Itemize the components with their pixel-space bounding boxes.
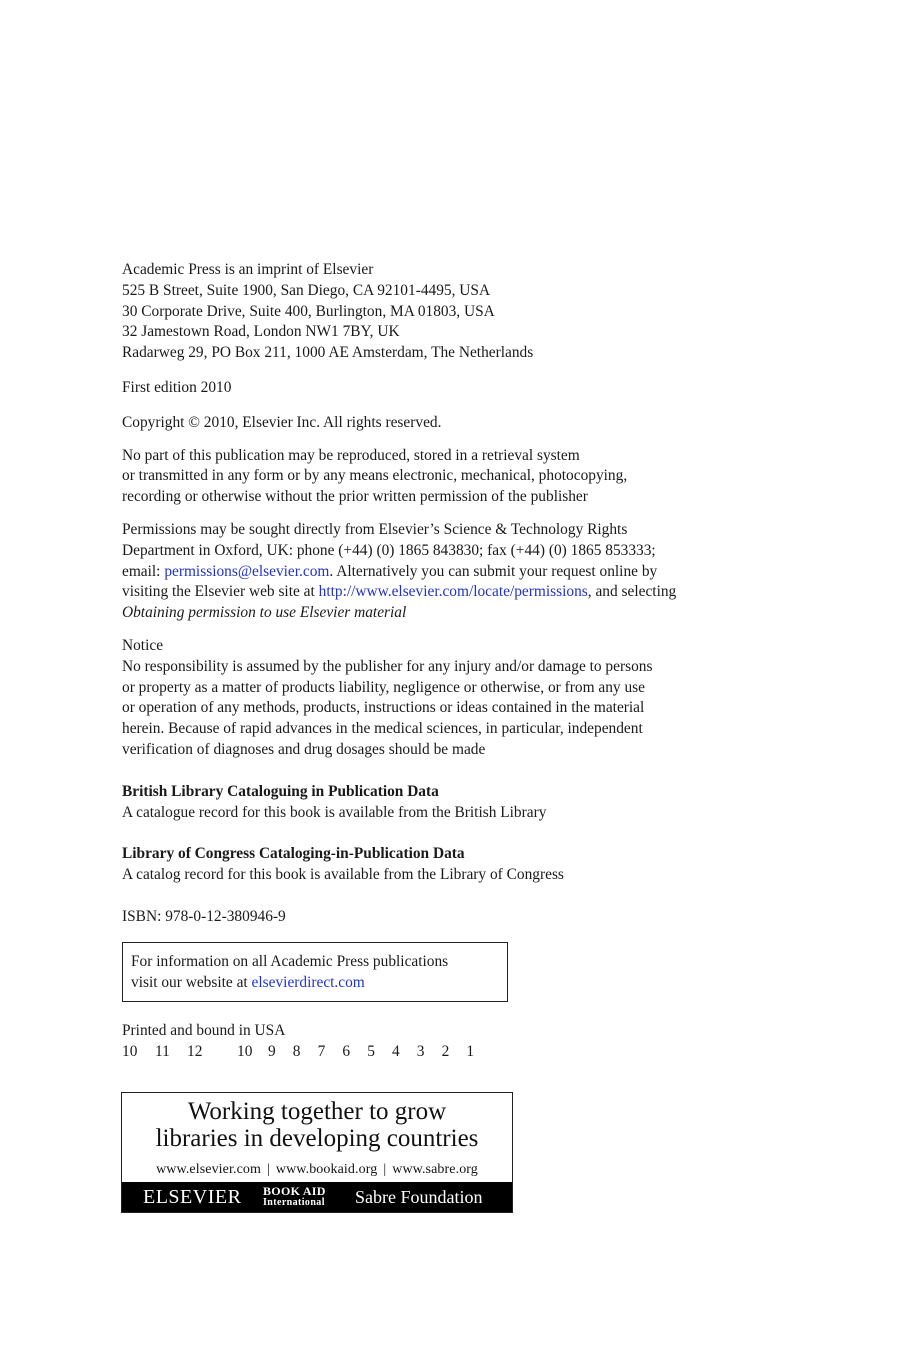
impression-number: 6: [342, 1043, 351, 1061]
impression-number: 2: [441, 1043, 450, 1061]
rights-line: recording or otherwise without the prior written permission of the publisher: [122, 488, 588, 506]
permissions-line: [122, 582, 762, 603]
notice-line: or property as a matter of products liability, negligence or otherwise, or from any use: [122, 678, 645, 696]
impression-number: 5: [367, 1043, 375, 1061]
book-aid-logo: [263, 1186, 349, 1208]
address-burlington: 30 Corporate Drive, Suite 400, Burlington, MA 01803, USA: [122, 302, 495, 320]
address-london: 32 Jamestown Road, London NW1 7BY, UK: [122, 323, 400, 341]
sabre-foundation-logo: Sabre Foundation: [355, 1186, 483, 1207]
notice-paragraph: [122, 636, 762, 761]
banner-urls: [122, 1162, 512, 1178]
printing-block: [122, 1021, 762, 1063]
address-amsterdam: Radarweg 29, PO Box 211, 1000 AE Amsterdam, The Netherlands: [122, 344, 534, 362]
loc-text: A catalog record for this book is available from the Library of Congress: [122, 866, 564, 884]
url-separator: |: [383, 1162, 387, 1177]
book-aid-banner: [121, 1092, 513, 1213]
bookaid-url-link[interactable]: www.bookaid.org: [275, 1162, 378, 1177]
impression-number: 1: [466, 1043, 475, 1061]
permissions-text: visiting the Elsevier web site at: [122, 583, 319, 601]
loc-heading: Library of Congress Cataloging-in-Publication Data: [122, 845, 465, 863]
imprint-block: [122, 260, 762, 364]
sabre-url-link[interactable]: www.sabre.org: [392, 1162, 478, 1177]
elsevierdirect-link[interactable]: elsevierdirect.com: [251, 973, 365, 991]
rights-line: or transmitted in any form or by any means electronic, mechanical, photocopying,: [122, 467, 628, 485]
isbn-line: ISBN: 978-0-12-380946-9: [122, 907, 286, 925]
permissions-line: Department in Oxford, UK: phone (+44) (0) 1865 843830; fax (+44) (0) 1865 853333;: [122, 541, 656, 559]
permissions-email-link[interactable]: permissions@elsevier.com: [164, 562, 330, 580]
book-aid-logo-text: BOOK AID: [263, 1184, 326, 1198]
permissions-line: Permissions may be sought directly from Elsevier’s Science & Technology Rights: [122, 520, 628, 538]
banner-logo-bar: [122, 1182, 512, 1212]
elsevier-logo: ELSEVIER: [143, 1185, 242, 1208]
edition-line: First edition 2010: [122, 378, 232, 396]
banner-headline-line: libraries in developing countries: [155, 1125, 479, 1152]
notice-line: No responsibility is assumed by the publisher for any injury and/or damage to persons: [122, 657, 653, 675]
british-library-block: [122, 782, 762, 824]
impression-number: 9: [268, 1043, 276, 1061]
rights-line: No part of this publication may be reproduced, stored in a retrieval system: [122, 446, 580, 464]
notice-line: verification of diagnoses and drug dosages should be made: [122, 740, 486, 758]
permissions-menu-path: Obtaining permission to use Elsevier material: [122, 604, 407, 622]
permissions-text: . Alternatively you can submit your request online by: [329, 562, 658, 580]
british-library-heading: British Library Cataloguing in Publication Data: [122, 782, 439, 800]
info-box-text: visit our website at: [131, 973, 252, 991]
book-aid-logo-subtext: International: [263, 1197, 325, 1208]
notice-line: herein. Because of rapid advances in the medical sciences, in particular, independent: [122, 720, 643, 738]
year-number: 12: [187, 1043, 203, 1061]
copyright-line: Copyright © 2010, Elsevier Inc. All rights reserved.: [122, 413, 442, 431]
loc-block: [122, 844, 762, 886]
impression-number: 7: [317, 1043, 326, 1061]
copyright-page: [122, 260, 762, 1063]
permissions-text: email:: [122, 562, 165, 580]
printed-line: Printed and bound in USA: [122, 1022, 286, 1040]
impression-number: 10: [237, 1043, 253, 1061]
banner-headline: [122, 1098, 512, 1152]
info-box: [122, 942, 508, 1003]
year-number: 11: [155, 1043, 170, 1061]
printing-numbers: [122, 1042, 762, 1063]
info-box-line: For information on all Academic Press publications: [131, 952, 449, 970]
permissions-line: [122, 562, 762, 583]
imprint-line: Academic Press is an imprint of Elsevier: [122, 261, 374, 278]
permissions-paragraph: [122, 520, 762, 624]
notice-title: Notice: [122, 636, 164, 654]
address-san-diego: 525 B Street, Suite 1900, San Diego, CA 92101-4495, USA: [122, 281, 491, 299]
permissions-text: , and selecting: [587, 583, 677, 601]
impression-number: 3: [416, 1043, 425, 1061]
rights-paragraph: [122, 446, 762, 508]
british-library-text: A catalogue record for this book is available from the British Library: [122, 803, 547, 821]
notice-line: or operation of any methods, products, instructions or ideas contained in the material: [122, 699, 645, 717]
year-number: 10: [122, 1043, 138, 1061]
banner-headline-line: Working together to grow: [187, 1098, 447, 1125]
url-separator: |: [266, 1162, 270, 1177]
info-box-line: [131, 973, 499, 994]
impression-number: 8: [292, 1043, 301, 1061]
permissions-url-link[interactable]: http://www.elsevier.com/locate/permissions: [318, 583, 588, 601]
impression-number: 4: [391, 1043, 400, 1061]
elsevier-url-link[interactable]: www.elsevier.com: [156, 1162, 261, 1177]
